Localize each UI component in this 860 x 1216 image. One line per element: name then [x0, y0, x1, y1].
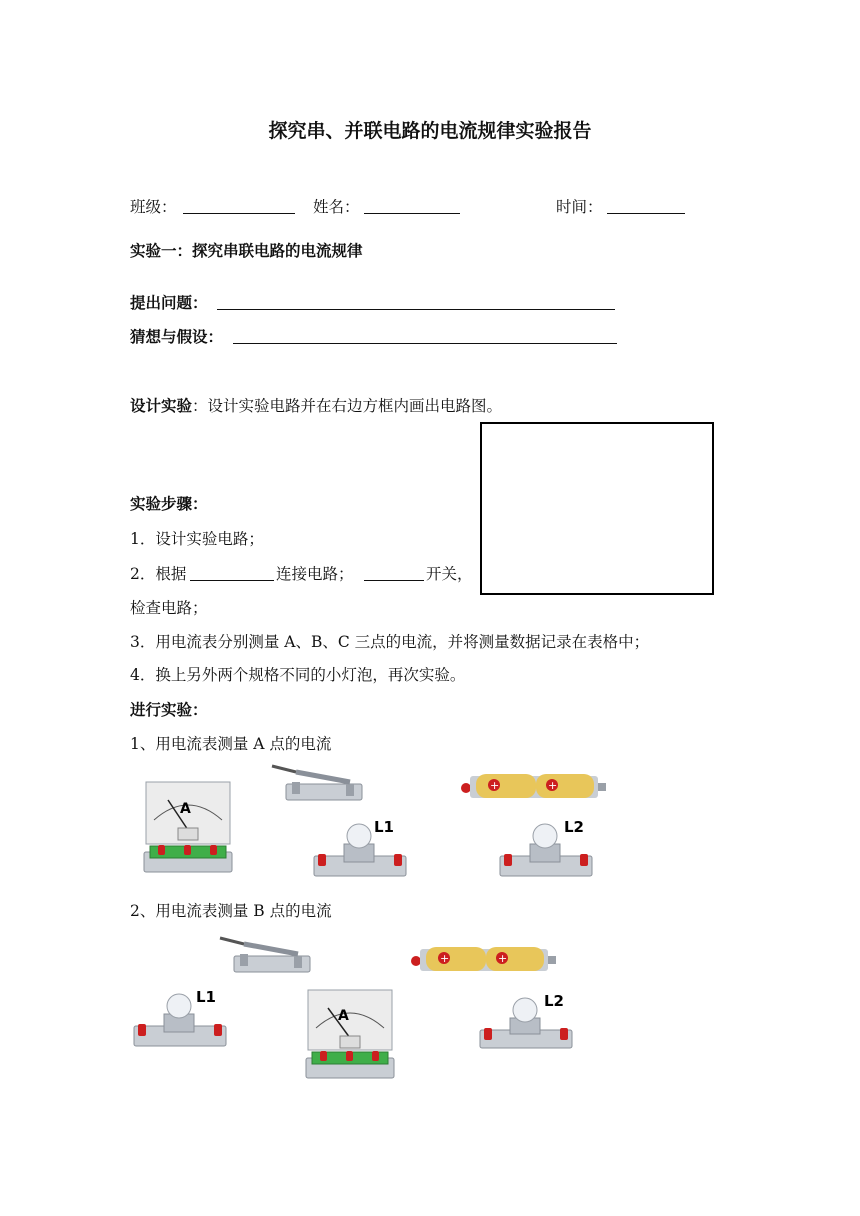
ammeter-icon — [300, 990, 400, 1085]
battery-sign-1: + — [490, 779, 500, 792]
step-3: 3．用电流表分别测量 A、B、C 三点的电流，并将测量数据记录在表格中； — [130, 633, 650, 651]
design-line — [130, 395, 502, 417]
name-label: 姓名： — [313, 198, 360, 216]
measure-b-caption: 2、用电流表测量 B 点的电流 — [130, 902, 332, 920]
bulb-label: L1 — [196, 988, 216, 1006]
class-blank[interactable] — [183, 213, 295, 214]
circuit-drawing-box[interactable] — [480, 422, 714, 595]
ammeter-letter: A — [180, 801, 191, 817]
question-blank[interactable] — [217, 309, 615, 310]
class-label: 班级： — [130, 198, 177, 216]
time-label: 时间： — [556, 198, 603, 216]
bulb-l1-icon — [312, 814, 410, 880]
exp1-heading: 实验一：探究串联电路的电流规律 — [130, 242, 363, 260]
battery-sign-1: + — [440, 952, 450, 965]
step-1: 1．设计实验电路； — [130, 530, 264, 548]
switch-icon — [218, 932, 313, 977]
battery-sign-2: + — [548, 779, 558, 792]
step-2b: 连接电路； — [276, 565, 354, 583]
step-4: 4．换上另外两个规格不同的小灯泡，再次实验。 — [130, 666, 466, 684]
bulb-l2-icon — [478, 990, 576, 1056]
design-label: 设计实验 — [130, 397, 193, 415]
hypothesis-label: 猜想与假设： — [130, 328, 224, 346]
ammeter-icon — [138, 780, 238, 875]
ammeter-letter: A — [338, 1008, 349, 1024]
bulb-label: L1 — [374, 818, 394, 836]
bulb-l2-icon — [498, 814, 596, 880]
battery-icon — [458, 772, 608, 802]
measure-a-caption: 1、用电流表测量 A 点的电流 — [130, 735, 332, 753]
battery-icon — [408, 945, 558, 975]
switch-icon — [270, 760, 365, 805]
name-blank[interactable] — [364, 213, 460, 214]
bulb-label: L2 — [544, 992, 564, 1010]
step2-blank-2[interactable] — [364, 580, 424, 581]
battery-sign-2: + — [498, 952, 508, 965]
design-text: ：设计实验电路并在右边方框内画出电路图。 — [192, 397, 503, 415]
step-2-cont: 检查电路； — [130, 599, 208, 617]
conduct-heading: 进行实验： — [130, 701, 208, 719]
time-blank[interactable] — [607, 213, 685, 214]
step2-blank-1[interactable] — [190, 580, 274, 581]
step-2c: 开关， — [426, 565, 473, 583]
step-2a: 2．根据 — [130, 565, 187, 583]
bulb-l1-icon — [132, 984, 230, 1050]
steps-heading: 实验步骤： — [130, 495, 208, 513]
question-label: 提出问题： — [130, 294, 208, 312]
hypothesis-blank[interactable] — [233, 343, 617, 344]
page-title: 探究串、并联电路的电流规律实验报告 — [268, 120, 592, 142]
bulb-label: L2 — [564, 818, 584, 836]
